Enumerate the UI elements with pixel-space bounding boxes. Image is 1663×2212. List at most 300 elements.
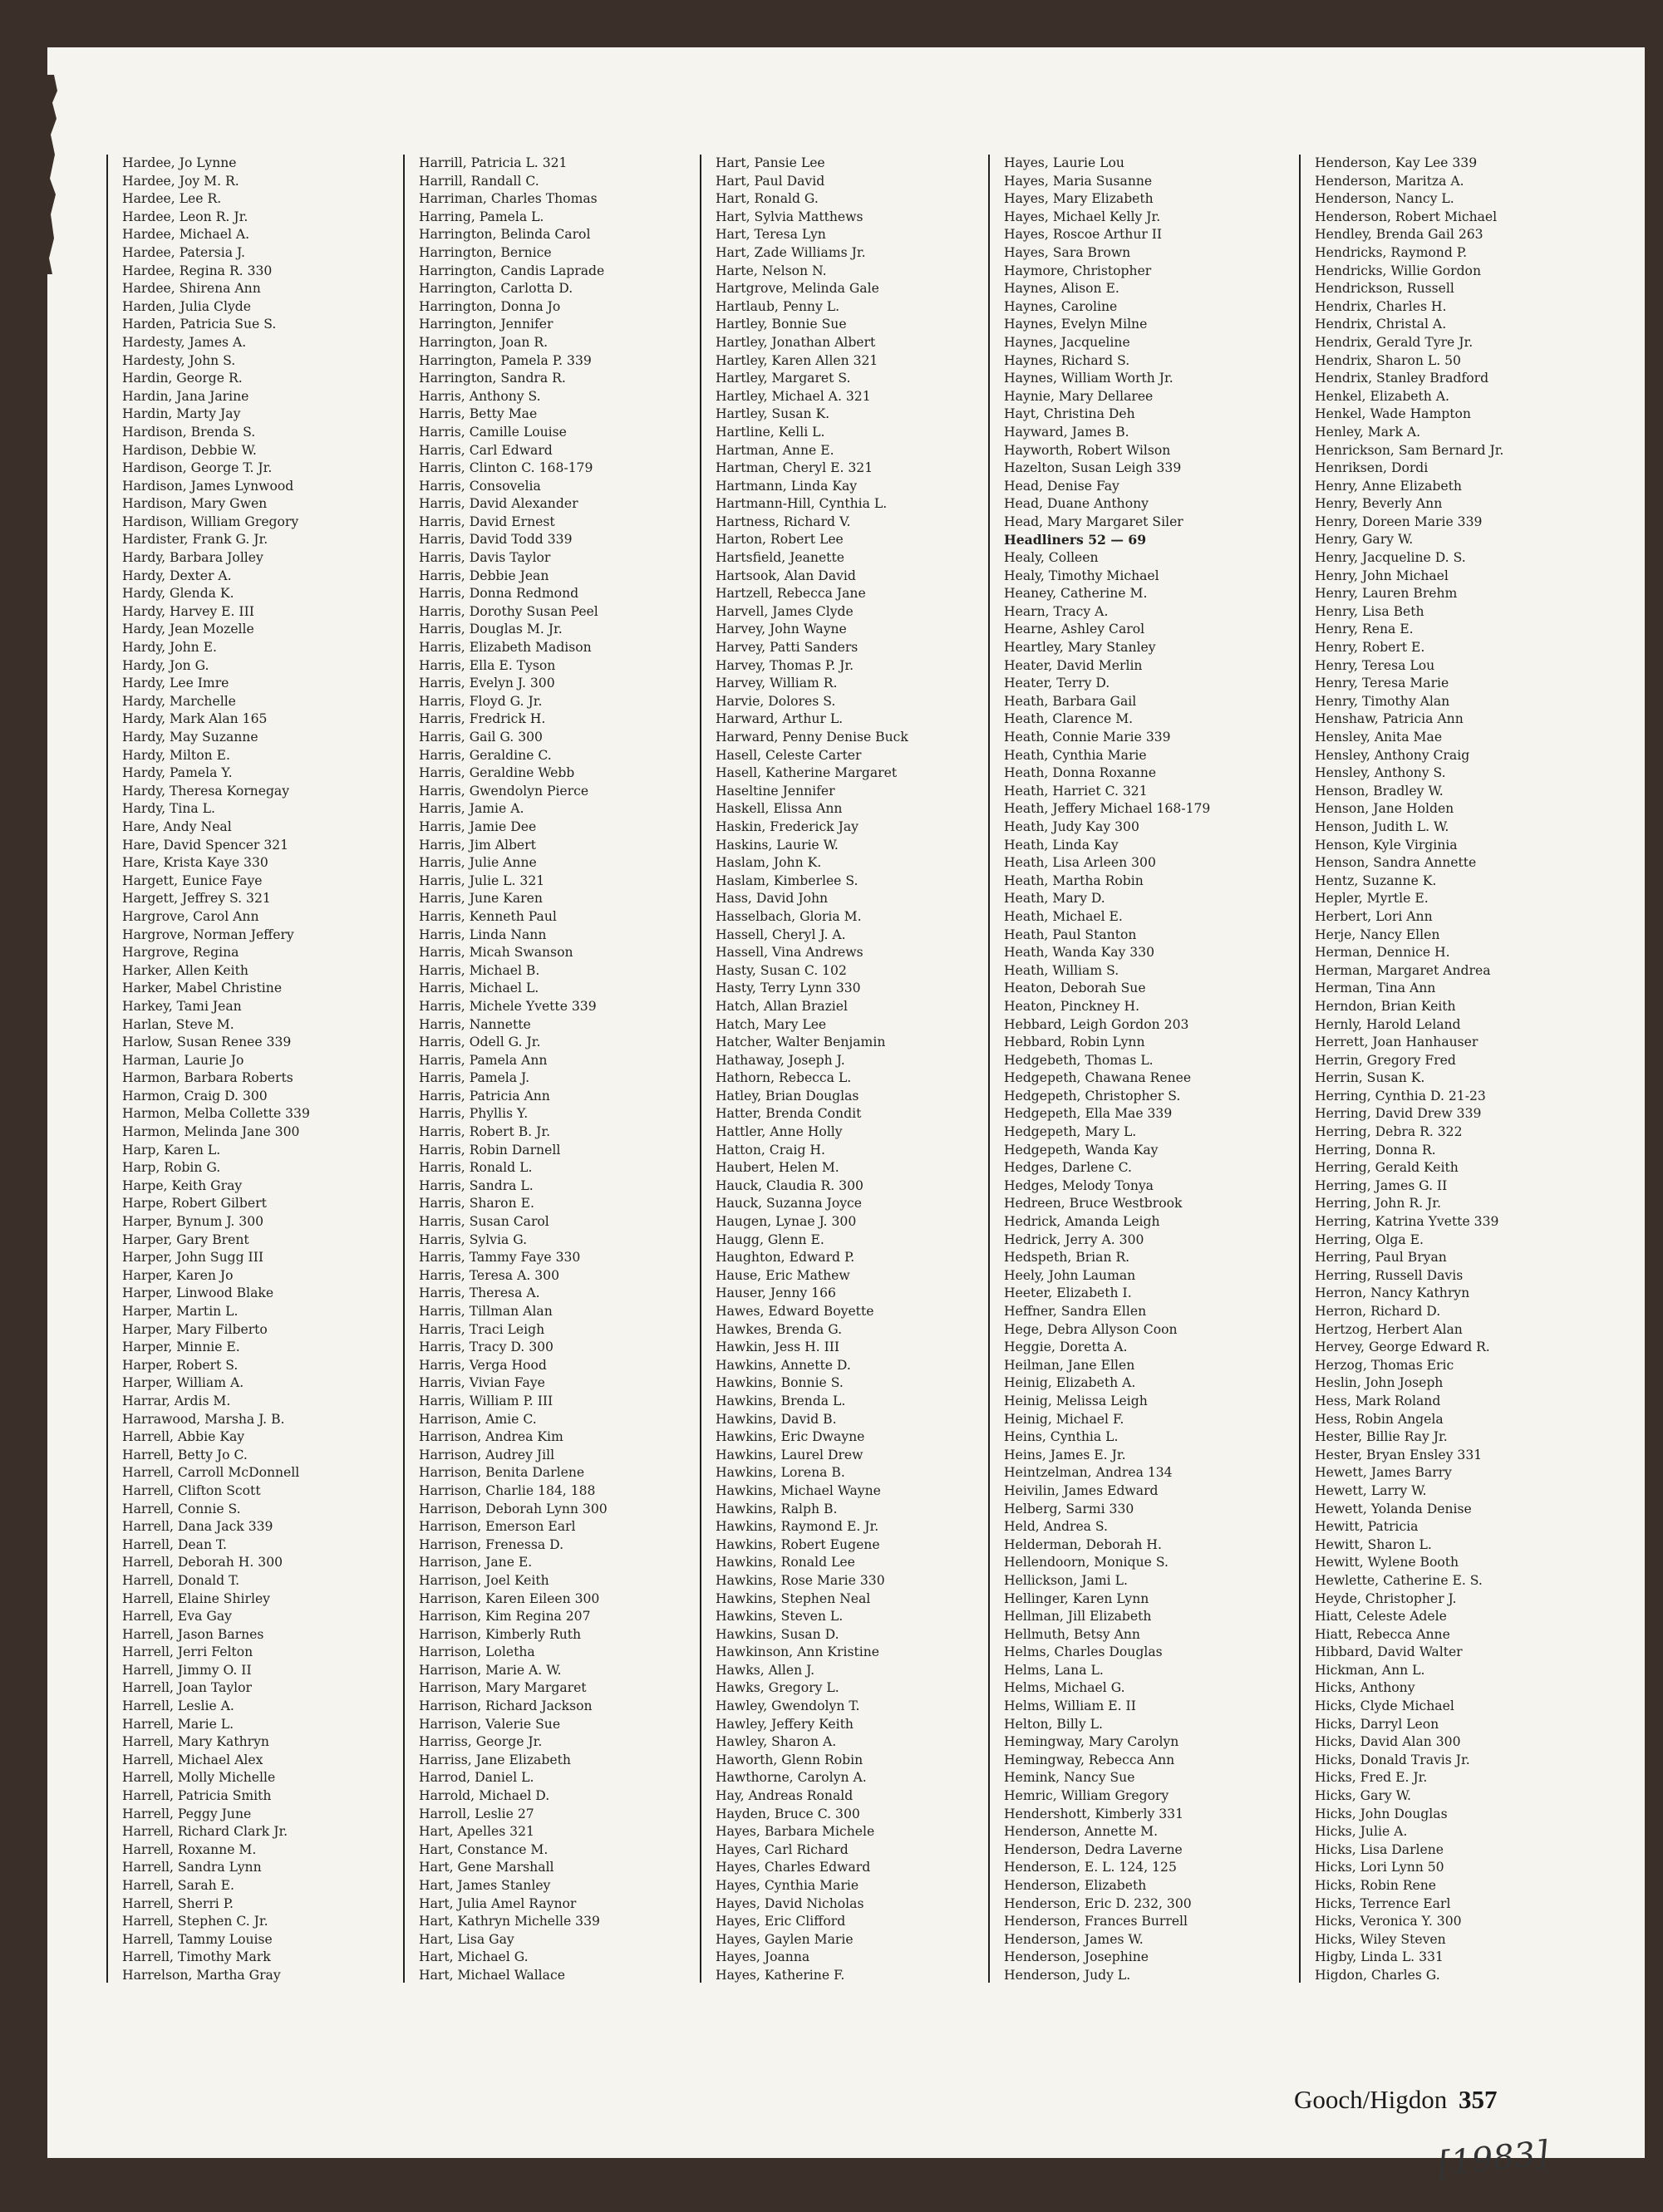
index-entry: Harper, Gary Brent [122,1231,249,1247]
index-entry: Henshaw, Patricia Ann [1315,711,1464,727]
index-entry: Herring, John R. Jr. [1315,1196,1441,1212]
index-entry: Hart, Julia Amel Raynor [419,1895,577,1911]
index-entry: Haskell, Elissa Ann [716,801,843,817]
index-entry: Hardy, Jean Mozelle [122,622,254,637]
index-entry: Hargrove, Regina [122,945,239,961]
index-entry: Henderson, Robert Michael [1315,209,1498,224]
index-entry: Hay, Andreas Ronald [716,1788,854,1804]
index-entry: Hayes, Sara Brown [1004,244,1131,260]
index-entry: Henderson, E. L. 124, 125 [1004,1860,1177,1875]
index-entry: Hege, Debra Allyson Coon [1004,1321,1178,1337]
index-entry: Hicks, Anthony [1315,1680,1415,1696]
index-entry: Hawkins, Annette D. [716,1357,851,1373]
index-entry: Hardin, Marty Jay [122,406,241,422]
index-entry: Heintzelman, Andrea 134 [1004,1465,1173,1481]
index-entry: Hicks, David Alan 300 [1315,1734,1461,1750]
index-entry: Hardison, Brenda S. [122,424,256,440]
index-entry: Harris, Geraldine Webb [419,765,575,781]
index-entry: Hauck, Suzanna Joyce [716,1196,863,1212]
index-entry: Hester, Billie Ray Jr. [1315,1429,1448,1445]
index-entry: Haugg, Glenn E. [716,1231,824,1247]
index-entry: Harrell, Abbie Kay [122,1429,245,1445]
index-entry: Harrison, Kim Regina 207 [419,1609,591,1625]
index-entry: Hedgepeth, Ella Mae 339 [1004,1106,1173,1122]
index-entry: Hedrick, Amanda Leigh [1004,1214,1160,1230]
index-entry: Hatch, Allan Braziel [716,998,849,1014]
index-entry: Hatter, Brenda Condit [716,1106,862,1122]
index-entry: Henson, Sandra Annette [1315,855,1477,871]
index-entry: Henkel, Wade Hampton [1315,406,1471,422]
index-entry: Harrill, Patricia L. 321 [419,155,568,170]
index-entry: Harrar, Ardis M. [122,1393,231,1408]
index-entry: Harp, Karen L. [122,1142,221,1158]
index-entry: Henderson, Nancy L. [1315,191,1454,207]
index-entry: Harris, William P. III [419,1393,554,1408]
index-entry: Hensley, Anthony S. [1315,765,1446,781]
index-entry: Harriss, George Jr. [419,1734,543,1750]
index-entry: Hawkins, Stephen Neal [716,1590,871,1606]
index-entry: Henry, Robert E. [1315,640,1425,656]
index-entry: Harris, Ronald L. [419,1160,533,1176]
index-entry: Hardy, John E. [122,640,218,656]
index-entry: Harris, Elizabeth Madison [419,640,592,656]
index-entry: Harrison, Andrea Kim [419,1429,563,1445]
index-entry: Harris, Davis Taylor [419,550,551,566]
index-entry: Herring, Debra R. 322 [1315,1124,1463,1140]
index-entry: Haynes, William Worth Jr. [1004,371,1173,386]
index-entry: Hathorn, Rebecca L. [716,1070,852,1086]
index-entry: Harris, Sharon E. [419,1196,534,1212]
index-entry: Hedgepeth, Wanda Kay [1004,1142,1159,1158]
index-entry: Hayes, Mary Elizabeth [1004,191,1154,207]
index-entry: Hart, James Stanley [419,1878,551,1893]
index-entry: Hendrix, Christal A. [1315,317,1447,332]
index-entry: Hart, Zade Williams Jr. [716,244,866,260]
index-entry: Heaton, Pinckney H. [1004,998,1140,1014]
index-entry: Hartley, Michael A. 321 [716,388,871,404]
index-entry: Hartley, Margaret S. [716,371,851,386]
index-entry: Henry, Teresa Marie [1315,676,1449,691]
index-entry: Harrell, Molly Michelle [122,1770,276,1786]
index-entry: Henderson, Frances Burrell [1004,1914,1188,1929]
index-entry: Hayworth, Robert Wilson [1004,442,1171,458]
index-entry: Hargett, Eunice Faye [122,873,263,888]
index-entry: Harrell, Dean T. [122,1536,228,1552]
index-entry: Harris, Verga Hood [419,1357,547,1373]
index-entry: Hardy, Milton E. [122,747,230,763]
index-entry: Harrold, Michael D. [419,1788,550,1804]
index-entry: Harris, Teresa A. 300 [419,1267,560,1283]
index-entry: Helberg, Sarmi 330 [1004,1501,1134,1516]
index-entry: Haslam, Kimberlee S. [716,873,859,888]
index-entry: Hardison, William Gregory [122,514,299,529]
index-entry: Harrell, Dana Jack 339 [122,1519,273,1535]
index-entry: Hayes, Maria Susanne [1004,173,1153,189]
index-entry: Held, Andrea S. [1004,1519,1109,1535]
index-entry: Hawkins, Michael Wayne [716,1482,881,1498]
index-entry: Hasell, Katherine Margaret [716,765,898,781]
index-entry: Hervey, George Edward R. [1315,1339,1490,1355]
index-entry: Hellickson, Jami L. [1004,1572,1128,1588]
index-entry: Harpe, Keith Gray [122,1177,243,1193]
index-entry: Herron, Nancy Kathryn [1315,1285,1470,1301]
footer-range: Gooch/Higdon [1294,2085,1448,2114]
index-entry: Hedges, Darlene C. [1004,1160,1132,1176]
index-entry: Henson, Judith L. W. [1315,818,1449,834]
index-entry: Hewitt, Wylene Booth [1315,1555,1459,1571]
index-entry: Harris, Fredrick H. [419,711,546,727]
index-entry: Harris, Betty Mae [419,406,538,422]
index-entry: Hassell, Vina Andrews [716,945,863,961]
index-entry: Hardesty, John S. [122,352,236,368]
index-entry: Hedrick, Jerry A. 300 [1004,1231,1144,1247]
index-entry: Harriman, Charles Thomas [419,191,598,207]
index-entry: Hawkinson, Ann Kristine [716,1644,879,1660]
index-entry: Herring, Cynthia D. 21-23 [1315,1088,1486,1104]
index-entry: Harrill, Randall C. [419,173,539,189]
index-entry: Harmon, Craig D. 300 [122,1088,268,1104]
index-entry: Henry, Gary W. [1315,532,1414,548]
index-entry: Hartley, Karen Allen 321 [716,352,878,368]
index-entry: Hardison, Mary Gwen [122,496,268,512]
index-entry: Hasty, Susan C. 102 [716,962,847,978]
index-column-3 [700,155,976,1983]
index-entry: Haworth, Glenn Robin [716,1752,863,1767]
index-entry: Henry, Teresa Lou [1315,657,1435,673]
index-entry: Herring, Olga E. [1315,1231,1424,1247]
index-entry: Heater, Terry D. [1004,676,1110,691]
index-entry: Herman, Margaret Andrea [1315,962,1491,978]
index-entry: Hartley, Bonnie Sue [716,317,847,332]
index-entry: Harris, Pamela Ann [419,1052,548,1068]
index-entry: Hiatt, Celeste Adele [1315,1609,1447,1625]
index-entry: Harris, Odell G. Jr. [419,1035,541,1050]
index-entry: Harrison, Charlie 184, 188 [419,1482,596,1498]
index-entry: Haugen, Lynae J. 300 [716,1214,857,1230]
index-entry: Heath, Harriet C. 321 [1004,783,1148,799]
index-entry: Heath, Jeffery Michael 168-179 [1004,801,1211,817]
index-entry: Head, Mary Margaret Siler [1004,514,1183,529]
index-entry: Henderson, Eric D. 232, 300 [1004,1895,1192,1911]
index-entry: Haubert, Helen M. [716,1160,839,1176]
index-entry: Hicks, Robin Rene [1315,1878,1437,1893]
index-entry: Hicks, Wiley Steven [1315,1931,1446,1947]
index-entry: Hendrix, Sharon L. 50 [1315,352,1461,368]
index-entry: Harper, Linwood Blake [122,1285,274,1301]
index-entry: Hester, Bryan Ensley 331 [1315,1447,1483,1462]
index-entry: Herndon, Brian Keith [1315,998,1456,1014]
index-entry: Harrod, Daniel L. [419,1770,534,1786]
index-entry: Heggie, Doretta A. [1004,1339,1128,1355]
index-entry: Hardy, Theresa Kornegay [122,783,290,799]
index-entry: Harris, Nannette [419,1016,531,1032]
index-entry: Heaney, Catherine M. [1004,586,1148,602]
index-entry: Hendrix, Charles H. [1315,298,1447,314]
index-entry: Helderman, Deborah H. [1004,1536,1162,1552]
index-entry: Henry, Beverly Ann [1315,496,1443,512]
index-entry: Heinig, Elizabeth A. [1004,1375,1136,1391]
index-entry: Heins, James E. Jr. [1004,1447,1126,1462]
index-entry: Herron, Richard D. [1315,1304,1441,1319]
index-entry: Hauck, Claudia R. 300 [716,1177,863,1193]
index-entry: Hensley, Anita Mae [1315,730,1443,745]
index-entry: Hawkins, Raymond E. Jr. [716,1519,879,1535]
index-entry: Hawkins, Ronald Lee [716,1555,855,1571]
index-entry: Hart, Constance M. [419,1841,549,1857]
index-entry: Hedgepeth, Mary L. [1004,1124,1137,1140]
index-entry: Harris, Julie L. 321 [419,873,545,888]
index-entry: Hazelton, Susan Leigh 339 [1004,460,1182,476]
index-entry: Henderson, Elizabeth [1004,1878,1147,1893]
index-entry: Hatch, Mary Lee [716,1016,827,1032]
index-entry: Hart, Pansie Lee [716,155,825,170]
index-entry: Hemingway, Mary Carolyn [1004,1734,1179,1750]
index-entry: Hart, Ronald G. [716,191,819,207]
index-entry: Harrell, Patricia Smith [122,1788,272,1804]
index-entry: Harris, Tammy Faye 330 [419,1250,581,1266]
index-entry: Harvey, William R. [716,676,838,691]
index-entry: Hess, Mark Roland [1315,1393,1441,1408]
index-entry: Hardister, Frank G. Jr. [122,532,268,548]
index-entry: Harker, Mabel Christine [122,981,283,996]
index-entry: Hepler, Myrtle E. [1315,891,1429,907]
index-entry: Hayt, Christina Deh [1004,406,1135,422]
index-entry: Harroll, Leslie 27 [419,1806,534,1821]
index-entry: Hass, David John [716,891,829,907]
index-entry: Harrington, Bernice [419,244,552,260]
index-entry: Haynes, Evelyn Milne [1004,317,1148,332]
index-entry: Harrell, Eva Gay [122,1609,232,1625]
index-entry: Headliners 52 — 69 [1004,532,1147,548]
index-entry: Hartness, Richard V. [716,514,851,529]
index-entry: Hardy, Lee Imre [122,676,229,691]
index-entry: Hawkins, David B. [716,1411,837,1427]
index-entry: Heivilin, James Edward [1004,1482,1159,1498]
index-entry: Harper, Mary Filberto [122,1321,268,1337]
index-entry: Hathaway, Joseph J. [716,1052,845,1068]
index-entry: Heath, Michael E. [1004,908,1123,924]
index-entry: Hentz, Suzanne K. [1315,873,1437,888]
index-entry: Hayes, Cynthia Marie [716,1878,859,1893]
index-entry: Heath, Barbara Gail [1004,693,1137,709]
index-entry: Hicks, Lori Lynn 50 [1315,1860,1444,1875]
index-entry: Harvey, John Wayne [716,622,847,637]
index-entry: Hatley, Brian Douglas [716,1088,859,1104]
index-entry: Hicks, Clyde Michael [1315,1698,1454,1714]
index-entry: Hayes, Katherine F. [716,1967,845,1983]
index-entry: Harpe, Robert Gilbert [122,1196,267,1212]
index-entry: Hemric, William Gregory [1004,1788,1169,1804]
index-entry: Heffner, Sandra Ellen [1004,1304,1147,1319]
index-entry: Hardee, Patersia J. [122,244,245,260]
index-entry: Hicks, Terrence Earl [1315,1895,1451,1911]
index-entry: Hewett, Yolanda Denise [1315,1501,1472,1516]
index-entry: Heins, Cynthia L. [1004,1429,1119,1445]
index-entry: Harris, Gail G. 300 [419,730,543,745]
index-entry: Hemink, Nancy Sue [1004,1770,1135,1786]
index-entry: Hasty, Terry Lynn 330 [716,981,861,996]
handwritten-year-annotation: [1983] [1435,2134,1551,2184]
index-entry: Hellendoorn, Monique S. [1004,1555,1169,1571]
index-entry: Hellman, Jill Elizabeth [1004,1609,1152,1625]
index-entry: Hargrove, Carol Ann [122,908,259,924]
index-entry: Hedgepeth, Chawana Renee [1004,1070,1192,1086]
index-entry: Henry, Rena E. [1315,622,1414,637]
index-entry: Hardy, Mark Alan 165 [122,711,268,727]
index-entry: Higdon, Charles G. [1315,1967,1440,1983]
index-entry: Harris, Julie Anne [419,855,537,871]
index-entry: Henry, Doreen Marie 339 [1315,514,1483,529]
index-entry: Harper, Robert S. [122,1357,239,1373]
index-entry: Hedgebeth, Thomas L. [1004,1052,1154,1068]
index-entry: Harden, Patricia Sue S. [122,317,277,332]
index-entry: Harrell, Donald T. [122,1572,240,1588]
index-entry: Hardy, Jon G. [122,657,209,673]
index-entry: Hawkins, Robert Eugene [716,1536,880,1552]
index-entry: Harris, Patricia Ann [419,1088,550,1104]
index-entry: Heinig, Melissa Leigh [1004,1393,1148,1408]
index-entry: Hensley, Anthony Craig [1315,747,1470,763]
index-entry: Hartley, Susan K. [716,406,830,422]
index-entry: Harrison, Benita Darlene [419,1465,585,1481]
index-entry: Hendrix, Stanley Bradford [1315,371,1489,386]
index-entry: Harris, David Alexander [419,496,578,512]
index-entry: Hawkins, Eric Dwayne [716,1429,865,1445]
index-entry: Hare, David Spencer 321 [122,837,289,853]
index-entry: Henderson, Judy L. [1004,1967,1131,1983]
index-entry: Hartsfield, Jeanette [716,550,844,566]
index-entry: Harris, Gwendolyn Pierce [419,783,589,799]
index-entry: Helms, Charles Douglas [1004,1644,1163,1660]
index-entry: Henry, Anne Elizabeth [1315,478,1462,494]
index-entry: Harrington, Sandra R. [419,371,566,386]
index-entry: Hayes, Barbara Michele [716,1824,875,1840]
index-entry: Hargett, Jeffrey S. 321 [122,891,271,907]
index-entry: Harris, Tracy D. 300 [419,1339,554,1355]
index-entry: Hart, Sylvia Matthews [716,209,863,224]
index-entry: Heely, John Lauman [1004,1267,1136,1283]
index-entry: Herring, Donna R. [1315,1142,1436,1158]
index-entry: Harrell, Elaine Shirley [122,1590,270,1606]
index-entry: Hardy, Marchelle [122,693,236,709]
index-entry: Helton, Billy L. [1004,1716,1103,1732]
index-entry: Heath, Connie Marie 339 [1004,730,1171,745]
index-entry: Harrell, Tammy Louise [122,1931,273,1947]
index-entry: Herrin, Gregory Fred [1315,1052,1456,1068]
index-entry: Healy, Timothy Michael [1004,568,1159,583]
index-entry: Harris, Traci Leigh [419,1321,545,1337]
index-entry: Harring, Pamela L. [419,209,544,224]
index-entry: Hemingway, Rebecca Ann [1004,1752,1175,1767]
index-entry: Harris, Geraldine C. [419,747,552,763]
index-entry: Hicks, Fred E. Jr. [1315,1770,1428,1786]
index-entry: Henson, Jane Holden [1315,801,1454,817]
index-entry: Heslin, John Joseph [1315,1375,1444,1391]
index-entry: Harris, Dorothy Susan Peel [419,603,598,619]
index-entry: Hess, Robin Angela [1315,1411,1444,1427]
index-entry: Haslam, John K. [716,855,822,871]
index-entry: Hawkins, Susan D. [716,1626,839,1642]
index-entry: Heath, Linda Kay [1004,837,1119,853]
index-entry: Hawkes, Brenda G. [716,1321,843,1337]
index-entry: Henkel, Elizabeth A. [1315,388,1450,404]
index-entry: Hayes, Joanna [716,1949,810,1965]
index-entry: Harriss, Jane Elizabeth [419,1752,571,1767]
index-entry: Hartley, Jonathan Albert [716,334,876,350]
index-entry: Hardy, Harvey E. III [122,603,254,619]
index-entry: Higby, Linda L. 331 [1315,1949,1444,1965]
index-entry: Hicks, Donald Travis Jr. [1315,1752,1470,1767]
index-entry: Herring, Paul Bryan [1315,1250,1447,1266]
index-entry: Harlan, Steve M. [122,1016,234,1032]
index-entry: Harris, Micah Swanson [419,945,573,961]
index-entry: Harper, Martin L. [122,1304,239,1319]
index-entry: Hewitt, Patricia [1315,1519,1419,1535]
index-entry: Hatcher, Walter Benjamin [716,1035,886,1050]
index-entry: Harrison, Audrey Jill [419,1447,555,1462]
index-entry: Hertzog, Herbert Alan [1315,1321,1463,1337]
index-entry: Hartsook, Alan David [716,568,856,583]
index-entry: Hawkins, Lorena B. [716,1465,845,1481]
index-entry: Harker, Allen Keith [122,962,248,978]
index-entry: Harmon, Barbara Roberts [122,1070,293,1086]
index-entry: Hause, Eric Mathew [716,1267,850,1283]
index-entry: Harrell, Carroll McDonnell [122,1465,300,1481]
index-entry: Hartman, Anne E. [716,442,834,458]
index-entry: Hawkins, Rose Marie 330 [716,1572,885,1588]
index-entry: Henley, Mark A. [1315,424,1421,440]
index-entry: Harrell, Betty Jo C. [122,1447,248,1462]
index-entry: Hebbard, Robin Lynn [1004,1035,1145,1050]
index-entry: Harte, Nelson N. [716,263,827,278]
index-entry: Harrawood, Marsha J. B. [122,1411,285,1427]
index-entry: Hasselbach, Gloria M. [716,908,862,924]
index-entry: Henrickson, Sam Bernard Jr. [1315,442,1504,458]
index-entry: Harris, David Ernest [419,514,555,529]
index-entry: Harrison, Valerie Sue [419,1716,561,1732]
index-entry: Harris, Floyd G. Jr. [419,693,543,709]
index-entry: Henson, Bradley W. [1315,783,1444,799]
index-entry: Harris, David Todd 339 [419,532,573,548]
index-entry: Heaton, Deborah Sue [1004,981,1146,996]
index-entry: Harris, Jim Albert [419,837,536,853]
index-entry: Hartgrove, Melinda Gale [716,281,879,297]
index-entry: Harvey, Patti Sanders [716,640,859,656]
index-entry: Hardy, Pamela Y. [122,765,233,781]
index-entry: Harman, Laurie Jo [122,1052,244,1068]
index-entry: Hicks, Darryl Leon [1315,1716,1439,1732]
index-entry: Hendrickson, Russell [1315,281,1454,297]
index-entry: Harrell, Jerri Felton [122,1644,253,1660]
index-entry: Harward, Arthur L. [716,711,844,727]
index-entry: Henderson, Annette M. [1004,1824,1159,1840]
index-entry: Harris, Douglas M. Jr. [419,622,563,637]
index-entry: Harrison, Kimberly Ruth [419,1626,582,1642]
index-entry: Hardy, Glenda K. [122,586,234,602]
index-entry: Harrison, Joel Keith [419,1572,549,1588]
index-entry: Harrington, Joan R. [419,334,549,350]
index-entry: Hayden, Bruce C. 300 [716,1806,860,1821]
index-entry: Hawkins, Laurel Drew [716,1447,863,1462]
index-entry: Herbert, Lori Ann [1315,908,1433,924]
index-entry: Harrison, Marie A. W. [419,1662,562,1678]
index-entry: Heeter, Elizabeth I. [1004,1285,1132,1301]
index-entry: Harrington, Belinda Carol [419,227,591,243]
index-entry: Haymore, Christopher [1004,263,1152,278]
index-entry: Hardee, Regina R. 330 [122,263,273,278]
index-entry: Hattler, Anne Holly [716,1124,843,1140]
index-entry: Henry, Lauren Brehm [1315,586,1458,602]
